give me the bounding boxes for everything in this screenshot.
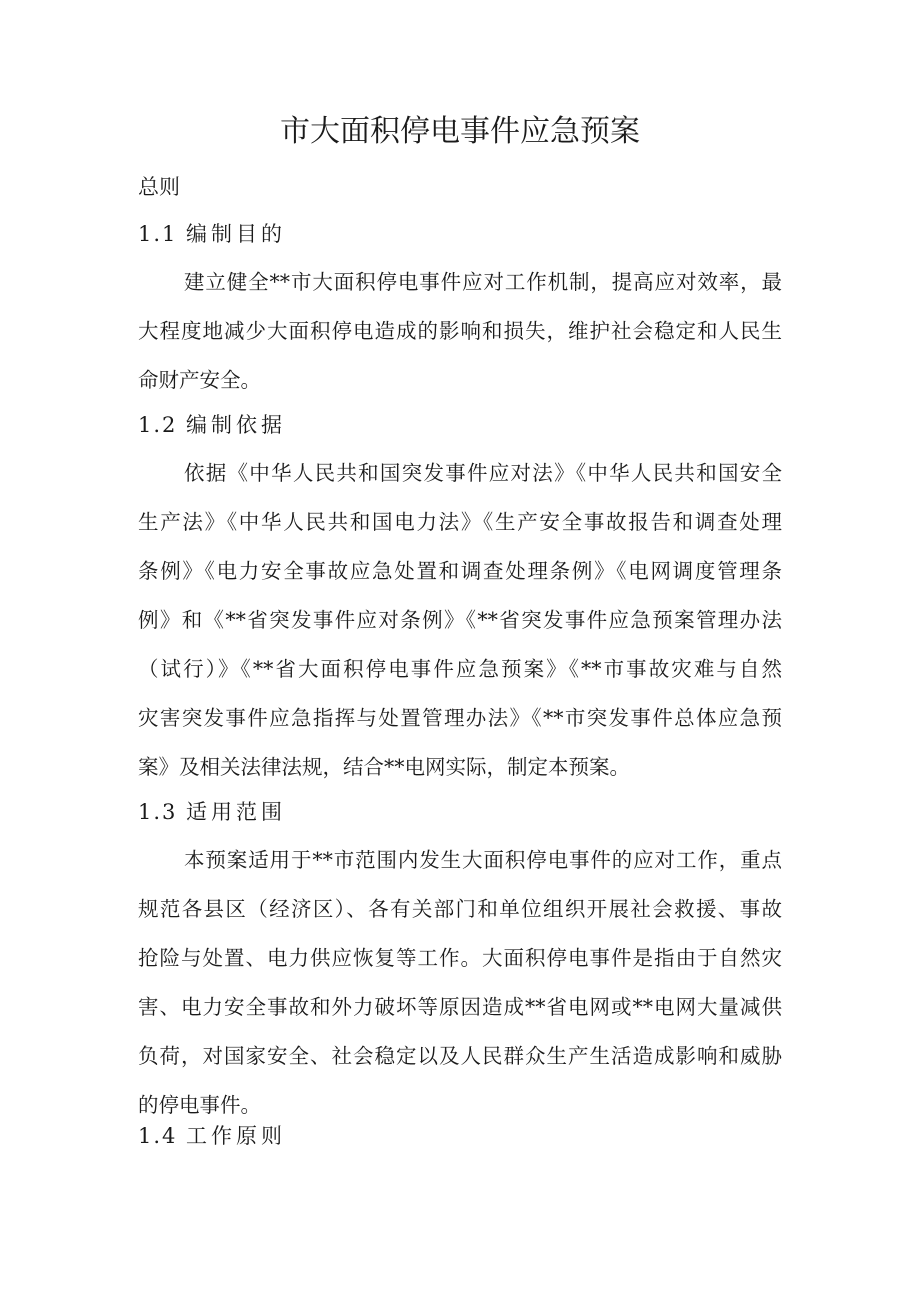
section-number: 1.3 <box>138 800 178 824</box>
section-heading-1-1 <box>138 219 286 249</box>
paragraph-line: 抢险与处置、电力供应恢复等工作。大面积停电事件是指由于自然灾 <box>138 946 782 970</box>
paragraph-1-3 <box>138 845 782 1139</box>
paragraph-line: 负荷，对国家安全、社会稳定以及人民群众生产生活造成影响和威胁 <box>138 1044 782 1068</box>
section-heading-1-4 <box>138 1121 286 1151</box>
section-number: 1.4 <box>138 1124 178 1148</box>
paragraph-line: 害、电力安全事故和外力破坏等原因造成**省电网或**电网大量减供 <box>138 995 782 1019</box>
section-heading-1-3 <box>138 797 286 827</box>
paragraph-line: 条例》《电力安全事故应急处置和调查处理条例》《电网调度管理条 <box>138 559 782 583</box>
paragraph-line: 灾害突发事件应急指挥与处置管理办法》《**市突发事件总体应急预 <box>138 706 782 730</box>
paragraph-line: 建立健全**市大面积停电事件应对工作机制，提高应对效率，最 <box>184 270 782 294</box>
chapter-heading: 总则 <box>138 175 180 199</box>
section-title: 工作原则 <box>186 1124 286 1148</box>
section-number: 1.1 <box>138 222 178 246</box>
paragraph-line: 依据《中华人民共和国突发事件应对法》《中华人民共和国安全 <box>184 461 782 485</box>
paragraph-1-1 <box>138 267 782 414</box>
paragraph-line: 案》及相关法律法规，结合**电网实际，制定本预案。 <box>138 755 630 779</box>
section-heading-1-2 <box>138 410 286 440</box>
document-title: 市大面积停电事件应急预案 <box>280 114 640 149</box>
section-title: 编制依据 <box>186 413 286 437</box>
paragraph-line: 的停电事件。 <box>138 1093 261 1117</box>
paragraph-line: 大程度地减少大面积停电造成的影响和损失，维护社会稳定和人民生 <box>138 319 782 343</box>
paragraph-line: （试行）》《**省大面积停电事件应急预案》《**市事故灾难与自然 <box>138 657 782 681</box>
paragraph-line: 例》和《**省突发事件应对条例》《**省突发事件应急预案管理办法 <box>138 608 782 632</box>
paragraph-line: 本预案适用于**市范围内发生大面积停电事件的应对工作，重点 <box>184 848 782 872</box>
paragraph-line: 规范各县区（经济区）、各有关部门和单位组织开展社会救援、事故 <box>138 897 782 921</box>
section-title: 适用范围 <box>186 800 286 824</box>
section-title: 编制目的 <box>186 222 286 246</box>
paragraph-1-2 <box>138 458 782 801</box>
section-number: 1.2 <box>138 413 178 437</box>
paragraph-line: 命财产安全。 <box>138 368 261 392</box>
paragraph-line: 生产法》《中华人民共和国电力法》《生产安全事故报告和调查处理 <box>138 510 782 534</box>
